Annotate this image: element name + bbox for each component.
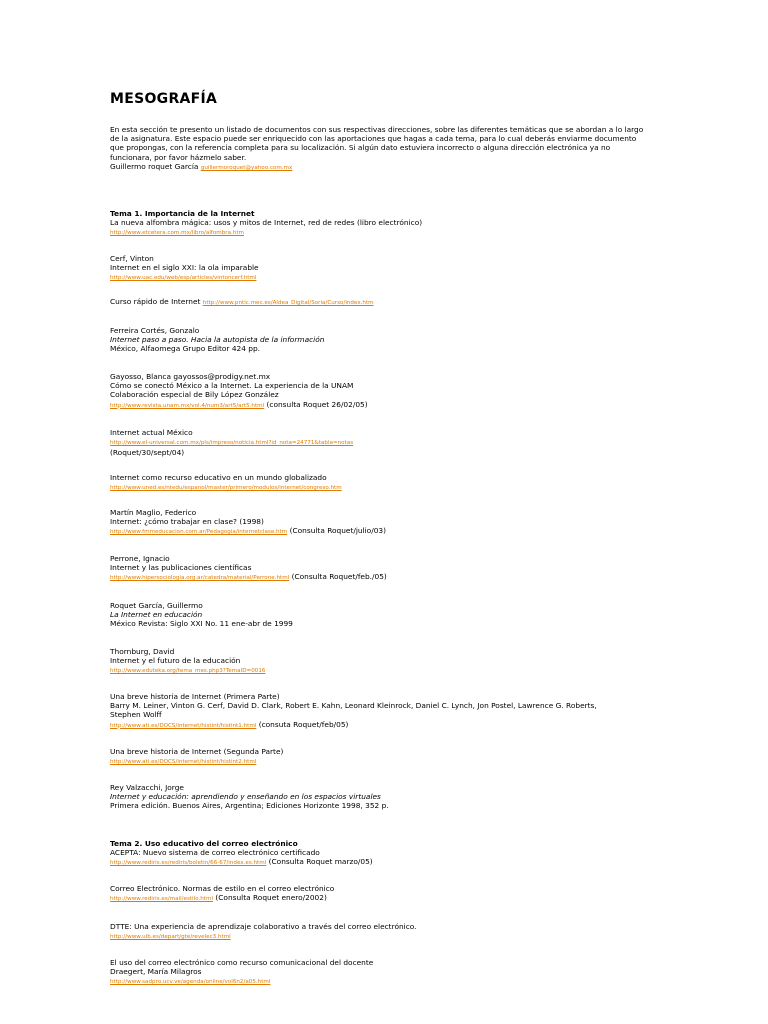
entry-line: Una breve historia de Internet (Primera Parte) xyxy=(110,692,280,701)
reference-entry xyxy=(110,958,650,988)
entry-line: Ferreira Cortés, Gonzalo xyxy=(110,326,200,335)
entry-line: México, Alfaomega Grupo Editor 424 pp. xyxy=(110,344,261,354)
reference-entry xyxy=(110,839,650,869)
entry-line: Primera edición. Buenos Aires, Argentina; Ediciones Horizonte 1998, 352 p. xyxy=(110,801,389,811)
entry-italic-title: Internet y educación: aprendiendo y enseñando en los espacios virtuales xyxy=(110,792,381,802)
section-heading: Tema 2. Uso educativo del correo electrónico xyxy=(110,839,298,848)
entry-line: Perrone, Ignacio xyxy=(110,554,170,563)
reference-entry xyxy=(110,647,650,677)
entry-line: Correo Electrónico. Normas de estilo en el correo electrónico xyxy=(110,884,335,893)
entry-link[interactable]: http://www.rediris.es/rediris/boletin/66-67/index.es.html xyxy=(110,860,267,867)
entry-line: Internet actual México xyxy=(110,428,193,437)
entry-italic-title: Internet paso a paso. Hacia la autopista de la información xyxy=(110,335,325,345)
entry-link[interactable]: http://www.sadpro.ucv.ve/agenda/online/vol6n2/a05.html xyxy=(110,979,271,986)
section-heading: Tema 1. Importancia de la Internet xyxy=(110,209,255,218)
reference-entry xyxy=(110,473,650,493)
entry-line: Una breve historia de Internet (Segunda Parte) xyxy=(110,747,284,756)
entry-consult-note: (consulta Roquet 26/02/05) xyxy=(266,399,368,409)
entry-line: Thornburg, David xyxy=(110,647,175,656)
entry-link[interactable]: http://www.pntic.mec.es/Aldea_Digital/Soria/Curso/index.htm xyxy=(202,300,374,306)
entry-link[interactable]: http://www.rediris.es/mail/estilo.html xyxy=(110,896,214,903)
intro-text: En esta sección te presento un listado de documentos con sus respectivas direcciones, sobre las diferentes temáticas que se abordan a lo largo de la asignatura. Este espacio puede ser enriquecido con las aportaciones que hagas a cada tema, para lo cual deberás enviarme documento que propongas, con la referencia completa para su localización. Si algún dato estuviera incorrecto o alguna dirección electrónica ya no funcionara, por favor házmelo saber. xyxy=(110,125,644,162)
entry-link[interactable]: http://www.el-universal.com.mx/pls/impreso/noticia.html?id_nota=24771&tabla=notas xyxy=(110,440,354,447)
entry-line: Internet y las publicaciones científicas xyxy=(110,563,252,573)
entry-line: Gayosso, Blanca gayossos@prodigy.net.mx xyxy=(110,372,271,381)
entry-consult-note: (Consulta Roquet marzo/05) xyxy=(268,857,373,867)
entry-line: Cerf, Vinton xyxy=(110,254,154,263)
reference-entry xyxy=(110,601,650,629)
entry-consult-note: (Consulta Roquet enero/2002) xyxy=(215,893,327,903)
reference-entry xyxy=(110,428,650,458)
entry-link[interactable]: http://www.uac.edu/web/esp/articles/vintoncerf.html xyxy=(110,275,257,282)
intro-email-link[interactable]: guillermoroquet@yahoo.com.mx xyxy=(200,164,293,171)
reference-entry xyxy=(110,554,650,584)
intro-paragraph xyxy=(110,125,650,173)
reference-entry xyxy=(110,372,650,411)
entry-link[interactable]: http://www.etcetera.com.mx/libro/alfombra.htm xyxy=(110,230,244,237)
page-title: MESOGRAFÍA xyxy=(110,91,218,107)
entry-line: Roquet García, Guillermo xyxy=(110,601,203,610)
entry-line: México Revista: Siglo XXI No. 11 ene-abr de 1999 xyxy=(110,619,293,629)
entry-link[interactable]: http://www.ati.es/DOCS/internet/histint/histint1.html xyxy=(110,722,257,729)
entry-link[interactable]: http://www.fmmeducacion.com.ar/Pedagogia/internetclase.htm xyxy=(110,529,288,536)
entry-line: Internet: ¿cómo trabajar en clase? (1998) xyxy=(110,517,264,527)
entry-link[interactable]: http://www.eduteka.org/tema_mes.php3?TemaID=0016 xyxy=(110,668,266,675)
entry-line: La nueva alfombra mágica: usos y mitos de Internet, red de redes (libro electrónico) xyxy=(110,218,423,228)
entry-link[interactable]: http://www.ati.es/DOCS/internet/histint/histint2.html xyxy=(110,759,257,766)
entry-line: El uso del correo electrónico como recurso comunicacional del docente xyxy=(110,958,374,967)
entry-link[interactable]: http://www.uned.es/ntedu/espanol/master/primero/modulos/internet/congreso.htm xyxy=(110,485,342,492)
reference-entry xyxy=(110,297,650,308)
intro-author: Guillermo roquet García xyxy=(110,161,199,171)
entry-line: Martín Maglio, Federico xyxy=(110,508,197,517)
reference-entry xyxy=(110,922,650,942)
entry-italic-title: La Internet en educación xyxy=(110,610,203,620)
entry-consult-note: (Consulta Roquet/julio/03) xyxy=(289,526,386,536)
reference-entry xyxy=(110,254,650,284)
entry-line: Internet en el siglo XXI: la ola imparable xyxy=(110,263,259,273)
entry-line: DTTE: Una experiencia de aprendizaje colaborativo a través del correo electrónico. xyxy=(110,922,417,931)
entry-line: Internet y el futuro de la educación xyxy=(110,656,241,666)
entry-consult-note: (Roquet/30/sept/04) xyxy=(110,448,185,458)
reference-entry xyxy=(110,783,650,811)
reference-entry xyxy=(110,884,650,904)
entry-line: Internet como recurso educativo en un mundo globalizado xyxy=(110,473,327,482)
entry-line: Curso rápido de Internet xyxy=(110,297,201,306)
reference-entry xyxy=(110,508,650,538)
entry-consult-note: (Consulta Roquet/feb./05) xyxy=(291,572,387,582)
entry-link[interactable]: http://www.uib.es/depart/gte/revelec3.html xyxy=(110,934,231,941)
entry-line: Rey Valzacchi, Jorge xyxy=(110,783,184,792)
entry-line: Stephen Wolff xyxy=(110,710,162,720)
reference-entry xyxy=(110,747,650,767)
entry-consult-note: (consuta Roquet/feb/05) xyxy=(258,719,349,729)
entry-link[interactable]: http://www.revista.unam.mx/vol.4/num3/art5/art5.html xyxy=(110,402,265,409)
entry-line: Cómo se conectó México a la Internet. La experiencia de la UNAM xyxy=(110,381,354,391)
entry-line: ACEPTA: Nuevo sistema de correo electrónico certificado xyxy=(110,848,320,858)
entry-line: Barry M. Leiner, Vinton G. Cerf, David D. Clark, Robert E. Kahn, Leonard Kleinrock, Daniel C. Lynch, Jon Postel, Lawrence G. Roberts, xyxy=(110,701,597,711)
entry-line: Draegert, María Milagros xyxy=(110,967,202,977)
reference-entry xyxy=(110,326,650,354)
reference-entry xyxy=(110,692,650,731)
reference-entry xyxy=(110,209,650,239)
entry-link[interactable]: http://www.hipersociologia.org.ar/catedra/material/Perrone.html xyxy=(110,575,290,582)
entry-line: Colaboración especial de Bily López González xyxy=(110,390,279,400)
